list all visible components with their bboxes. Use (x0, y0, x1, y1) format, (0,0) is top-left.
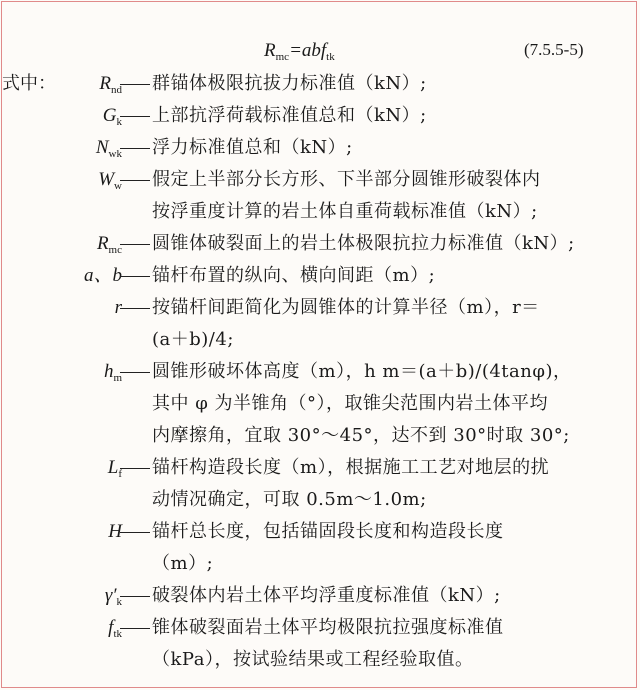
definition-item (2, 292, 636, 356)
em-dash-separator (120, 308, 150, 309)
definition-item (2, 228, 636, 260)
em-dash-separator (120, 244, 150, 245)
em-dash-separator (120, 596, 150, 597)
em-dash-separator (120, 84, 150, 85)
definition-line: 其中 φ 为半锥角（°），取锥尖范围内岩土体平均 (152, 393, 549, 414)
definition-text (152, 132, 622, 164)
em-dash-separator (120, 628, 150, 629)
definition-line: 圆锥形破坏体高度（m），h m＝(a＋b)/(4tanφ)， (152, 361, 572, 382)
em-dash-separator (120, 468, 150, 469)
definition-item (2, 516, 636, 580)
definition-line: 内摩擦角，宜取 30°～45°，达不到 30°时取 30°; (152, 425, 570, 446)
definition-line: （m）; (152, 553, 214, 574)
definition-item (2, 452, 636, 516)
em-dash-separator (120, 532, 150, 533)
symbol: $f_{tk}$ (108, 617, 122, 640)
definition-item (2, 580, 636, 612)
symbol: r (114, 297, 122, 318)
definition-line: 按浮重度计算的岩土体自重荷载标准值（kN）; (152, 201, 538, 222)
definition-line: 浮力标准值总和（kN）; (152, 137, 353, 158)
definition-line: 圆锥体破裂面上的岩土体极限抗拉力标准值（kN）; (152, 233, 575, 254)
symbol: $N_{wk}$ (95, 137, 122, 160)
definition-item (2, 132, 636, 164)
definition-line: 锚杆总长度，包括锚固段长度和构造段长度 (152, 521, 504, 542)
definition-text (152, 260, 622, 292)
definition-line: 动情况确定，可取 0.5m～1.0m; (152, 489, 427, 510)
where-label: 式中： (2, 73, 56, 94)
definition-line: 群锚体极限抗拔力标准值（kN）; (152, 73, 427, 94)
symbol: $h_m$ (103, 361, 122, 384)
definition-text (152, 68, 622, 100)
document-frame (1, 1, 637, 688)
definition-item (2, 356, 636, 452)
definition-text (152, 100, 622, 132)
definition-text (152, 516, 622, 580)
em-dash-separator (120, 180, 150, 181)
definition-line: 破裂体内岩土体平均浮重度标准值（kN）; (152, 585, 501, 606)
formula-expression: $R_{mc}=abf_{tk}$ (264, 40, 335, 63)
definition-item (2, 68, 636, 100)
definition-line: (a＋b)/4; (152, 329, 234, 350)
symbol: H (108, 521, 122, 542)
definition-line: 锚杆布置的纵向、横向间距（m）; (152, 265, 436, 286)
em-dash-separator (120, 372, 150, 373)
em-dash-separator (120, 116, 150, 117)
formula-number: (7.5.5-5) (524, 40, 584, 59)
em-dash-separator (120, 148, 150, 149)
definition-text (152, 356, 622, 452)
definition-item (2, 164, 636, 228)
definition-item (2, 612, 636, 676)
symbol: $R_{mc}$ (96, 233, 122, 256)
definition-text (152, 612, 622, 676)
definition-line: 按锚杆间距简化为圆锥体的计算半径（m），r＝ (152, 297, 540, 318)
definition-line: 锥体破裂面岩土体平均极限抗拉强度标准值 (152, 617, 504, 638)
definition-item (2, 260, 636, 292)
definition-text (152, 164, 622, 228)
definition-text (152, 452, 622, 516)
definition-line: 锚杆构造段长度（m），根据施工工艺对地层的扰 (152, 457, 550, 478)
definition-line: （kPa），按试验结果或工程经验取值。 (152, 649, 474, 670)
symbol: $W_w$ (98, 169, 122, 192)
symbol: a、b (83, 265, 122, 286)
symbol: $G_k$ (102, 105, 122, 128)
definition-text (152, 580, 622, 612)
em-dash-separator (120, 276, 150, 277)
definition-text (152, 228, 622, 260)
symbol: $R_{nd}$ (99, 73, 122, 96)
definition-text (152, 292, 622, 356)
symbol: $L_f$ (107, 457, 122, 480)
symbol: $\gamma'_k$ (104, 585, 122, 608)
definition-line: 上部抗浮荷载标准值总和（kN）; (152, 105, 427, 126)
definition-item (2, 100, 636, 132)
definition-line: 假定上半部分长方形、下半部分圆锥形破裂体内 (152, 169, 541, 190)
